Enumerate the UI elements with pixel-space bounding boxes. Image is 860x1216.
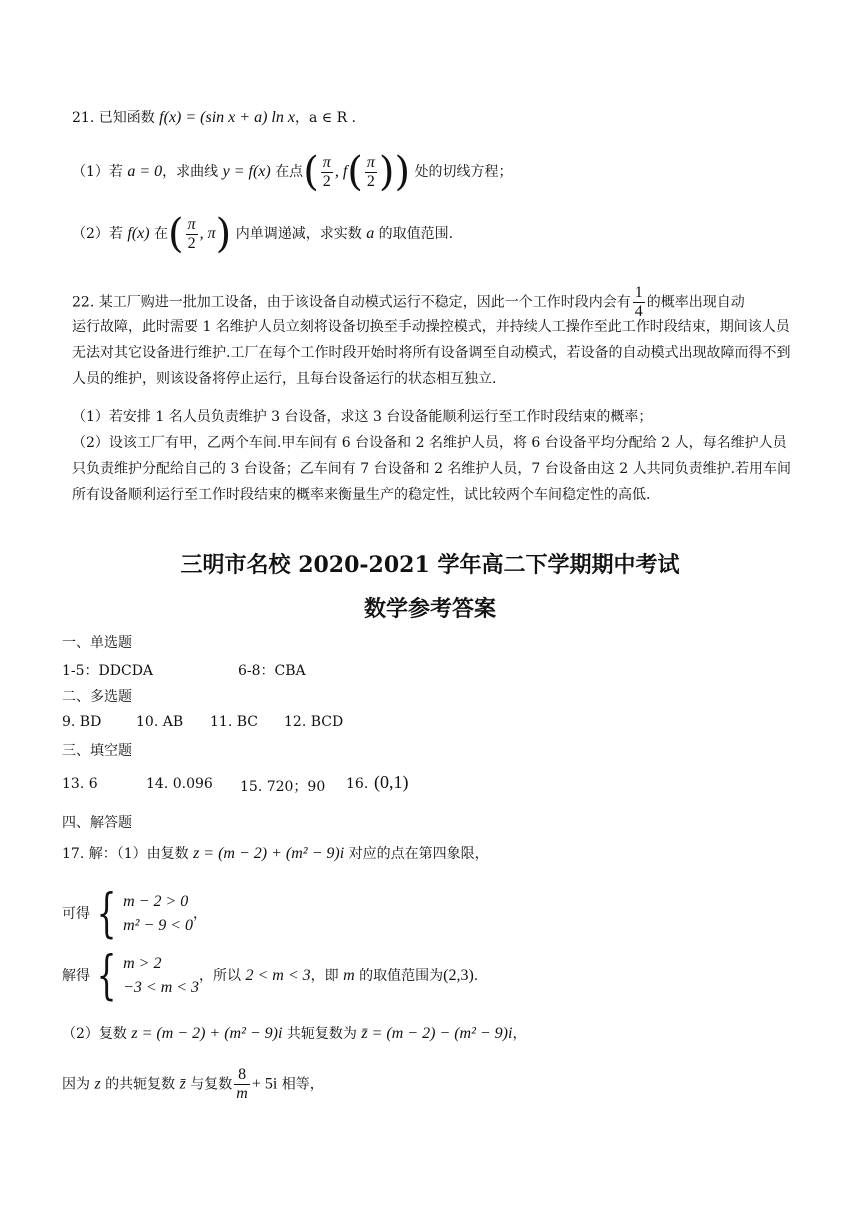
q17-line5 bbox=[62, 1066, 324, 1103]
system-line: −3 < m < 3 bbox=[123, 979, 200, 996]
left-paren: ( bbox=[168, 211, 184, 257]
frac-den: 2 bbox=[366, 172, 375, 190]
q17-l2-suffix: ， bbox=[193, 906, 208, 922]
answer-15: 15. 720；90 bbox=[240, 779, 326, 795]
q21-p2-suffix: 内单调递减，求实数 bbox=[235, 226, 362, 242]
frac-num: π bbox=[322, 153, 331, 171]
q17-l2-system bbox=[123, 890, 193, 938]
system-line: m² − 9 < 0 bbox=[123, 917, 194, 934]
q22-part2: （2）设该工厂有甲，乙两个车间.甲车间有 6 台设备和 2 名维护人员，将 6 台设备平均分配给 2 人，每名维护人员只负责维护分配给自己的 3 台设备；乙车间有 7 台设备和 2 名维护人员，7 台设备由这 2 人共同负责维护.若用车间所有设备顺利运行至工作时段结束的概率来衡量生产的稳定性，试比较两个车间稳定性的高低. bbox=[72, 435, 792, 503]
section-solutions: 四、解答题 bbox=[62, 815, 132, 831]
answer-16-label: 16. bbox=[346, 776, 369, 792]
q17-l3-system bbox=[123, 952, 199, 1000]
q17-line3 bbox=[62, 946, 479, 1006]
q17-l5-plus: + 5i bbox=[251, 1075, 278, 1093]
q22-body: 运行故障，此时需要 1 名维护人员立刻将设备切换至手动操控模式，并持续人工操作至此工作时段结束，期间该人员无法对其它设备进行维护.工厂在每个工作时段开始时将所有设备调至自动模式，若设备的自动模式出现故障而得不到人员的维护，则该设备将停止运行，且每台设备运行的状态相互独立. bbox=[72, 319, 791, 387]
q17-l3-prefix: 解得 bbox=[62, 968, 90, 984]
q17-l5-mid2: 与复数 bbox=[190, 1076, 233, 1093]
q17-l1-suffix: 对应的点在第四象限， bbox=[348, 846, 489, 862]
page-title: 三明市名校 2020-2021 学年高二下学期期中考试 bbox=[180, 552, 680, 578]
q17-l3-mid2: ，即 bbox=[310, 968, 339, 984]
q21-function: f(x) = (sin x + a) ln x bbox=[159, 109, 295, 126]
q21-p1-frac-x bbox=[321, 154, 333, 191]
q17-l1-prefix: 17. 解：（1）由复数 bbox=[62, 846, 189, 862]
q17-l5-z: z bbox=[94, 1075, 101, 1093]
section-single-choice: 一、单选题 bbox=[62, 635, 132, 651]
left-brace: { bbox=[96, 884, 117, 944]
frac-num: π bbox=[366, 153, 375, 171]
frac-den: 4 bbox=[634, 303, 643, 320]
q22-line1-prefix: 22. 某工厂购进一批加工设备，由于该设备自动模式运行不稳定，因此一个工作时段内会有 bbox=[72, 294, 631, 311]
answer-16-value: (0,1) bbox=[374, 772, 409, 792]
section-fill-blank: 三、填空题 bbox=[62, 743, 132, 759]
q17-l3-interval: (2,3) bbox=[443, 967, 474, 984]
q21-p1-suffix: 处的切线方程； bbox=[414, 164, 513, 180]
q21-p1-frac-fx bbox=[365, 154, 377, 191]
q17-l3-range: 2 < m < 3 bbox=[245, 967, 311, 984]
q17-l4-mid: 共轭复数为 bbox=[286, 1026, 357, 1042]
frac-den: 2 bbox=[322, 172, 331, 190]
left-paren: ( bbox=[347, 149, 363, 195]
q21-p1-at: 在点 bbox=[275, 164, 304, 180]
q17-l4-zbar: z̄ = (m − 2) − (m² − 9)i bbox=[361, 1025, 513, 1042]
answer-13: 13. 6 bbox=[62, 776, 98, 792]
q17-l5-zbar: z̄ bbox=[179, 1075, 186, 1093]
left-brace: { bbox=[96, 946, 117, 1006]
q17-l5-prefix: 因为 bbox=[62, 1076, 90, 1093]
q17-l3-mid3: 的取值范围为 bbox=[359, 968, 444, 984]
q21-p2-frac bbox=[186, 216, 198, 253]
answer-9: 9. BD bbox=[62, 714, 102, 730]
q21-p1-mid: ，求曲线 bbox=[162, 164, 219, 180]
frac-num: 8 bbox=[234, 1066, 250, 1085]
q21-p2-interval-end: π bbox=[207, 225, 216, 242]
q21-p1-condition: a = 0 bbox=[127, 163, 163, 180]
answer-6-8: 6-8：CBA bbox=[238, 663, 306, 679]
q21-intro bbox=[72, 108, 356, 128]
answer-11: 11. BC bbox=[210, 714, 258, 730]
answer-12: 12. BCD bbox=[284, 714, 344, 730]
q21-p1-curve: y = f(x) bbox=[222, 163, 271, 180]
q17-line4 bbox=[62, 1024, 526, 1044]
q21-part1: （1）若 a = 0，求曲线 y = f(x) 在点( $\frac{\pi}{2}$ , f( $\frac{\pi}{2}$ )) 处的切线方程； bbox=[72, 149, 513, 195]
q17-l1-z: z = (m − 2) + (m² − 9)i bbox=[193, 845, 345, 862]
q21-intro-prefix: 21. 已知函数 bbox=[72, 110, 155, 126]
answer-10: 10. AB bbox=[136, 714, 184, 730]
frac-den: m bbox=[236, 1085, 248, 1102]
right-paren: ) bbox=[378, 149, 395, 195]
right-paren: ) bbox=[394, 149, 411, 195]
q21-intro-suffix: ，a ∈ R . bbox=[294, 110, 357, 126]
q17-l3-m: m bbox=[343, 967, 355, 984]
q17-l4-end: ， bbox=[512, 1026, 527, 1042]
q21-p2-var: a bbox=[366, 225, 375, 242]
frac-num: π bbox=[187, 215, 196, 233]
left-paren: ( bbox=[303, 149, 319, 195]
q21-p2-end: 的取值范围. bbox=[378, 226, 454, 242]
q17-l4-z: z = (m − 2) + (m² − 9)i bbox=[131, 1025, 283, 1042]
right-paren: ) bbox=[215, 211, 232, 257]
q21-p2-prefix: （2）若 bbox=[72, 226, 123, 242]
q21-p2-func: f(x) bbox=[127, 225, 150, 242]
q17-l5-end: 相等， bbox=[281, 1076, 324, 1093]
q17-l3-mid: ，所以 bbox=[199, 968, 242, 984]
q17-line1 bbox=[62, 844, 489, 864]
q17-l5-frac bbox=[234, 1066, 250, 1103]
q21-part2: （2）若 f(x) 在( $\frac{\pi}{2}$ , π) 内单调递减，求实数 a 的取值范围. bbox=[72, 211, 454, 257]
page-subtitle: 数学参考答案 bbox=[363, 596, 496, 622]
q22-line1-suffix: 的概率出现自动 bbox=[646, 294, 745, 311]
q17-line2 bbox=[62, 884, 208, 944]
frac-den: 2 bbox=[187, 234, 196, 252]
answer-14: 14. 0.096 bbox=[146, 776, 213, 792]
q21-p2-in: 在 bbox=[154, 226, 169, 242]
system-line: m > 2 bbox=[123, 955, 162, 972]
system-line: m − 2 > 0 bbox=[123, 893, 189, 910]
section-multi-choice: 二、多选题 bbox=[62, 689, 132, 705]
q21-p1-prefix: （1）若 bbox=[72, 164, 123, 180]
q17-l3-end: . bbox=[473, 968, 479, 984]
answer-1-5: 1-5：DDCDA bbox=[62, 663, 154, 679]
q17-l2-prefix: 可得 bbox=[62, 906, 90, 922]
q17-l4-prefix: （2）复数 bbox=[62, 1026, 127, 1042]
q17-l5-mid: 的共轭复数 bbox=[105, 1076, 176, 1093]
q22-part1: （1）若安排 1 名人员负责维护 3 台设备，求这 3 台设备能顺利运行至工作时段结束的概率； bbox=[72, 409, 653, 425]
frac-num: 1 bbox=[634, 284, 643, 301]
